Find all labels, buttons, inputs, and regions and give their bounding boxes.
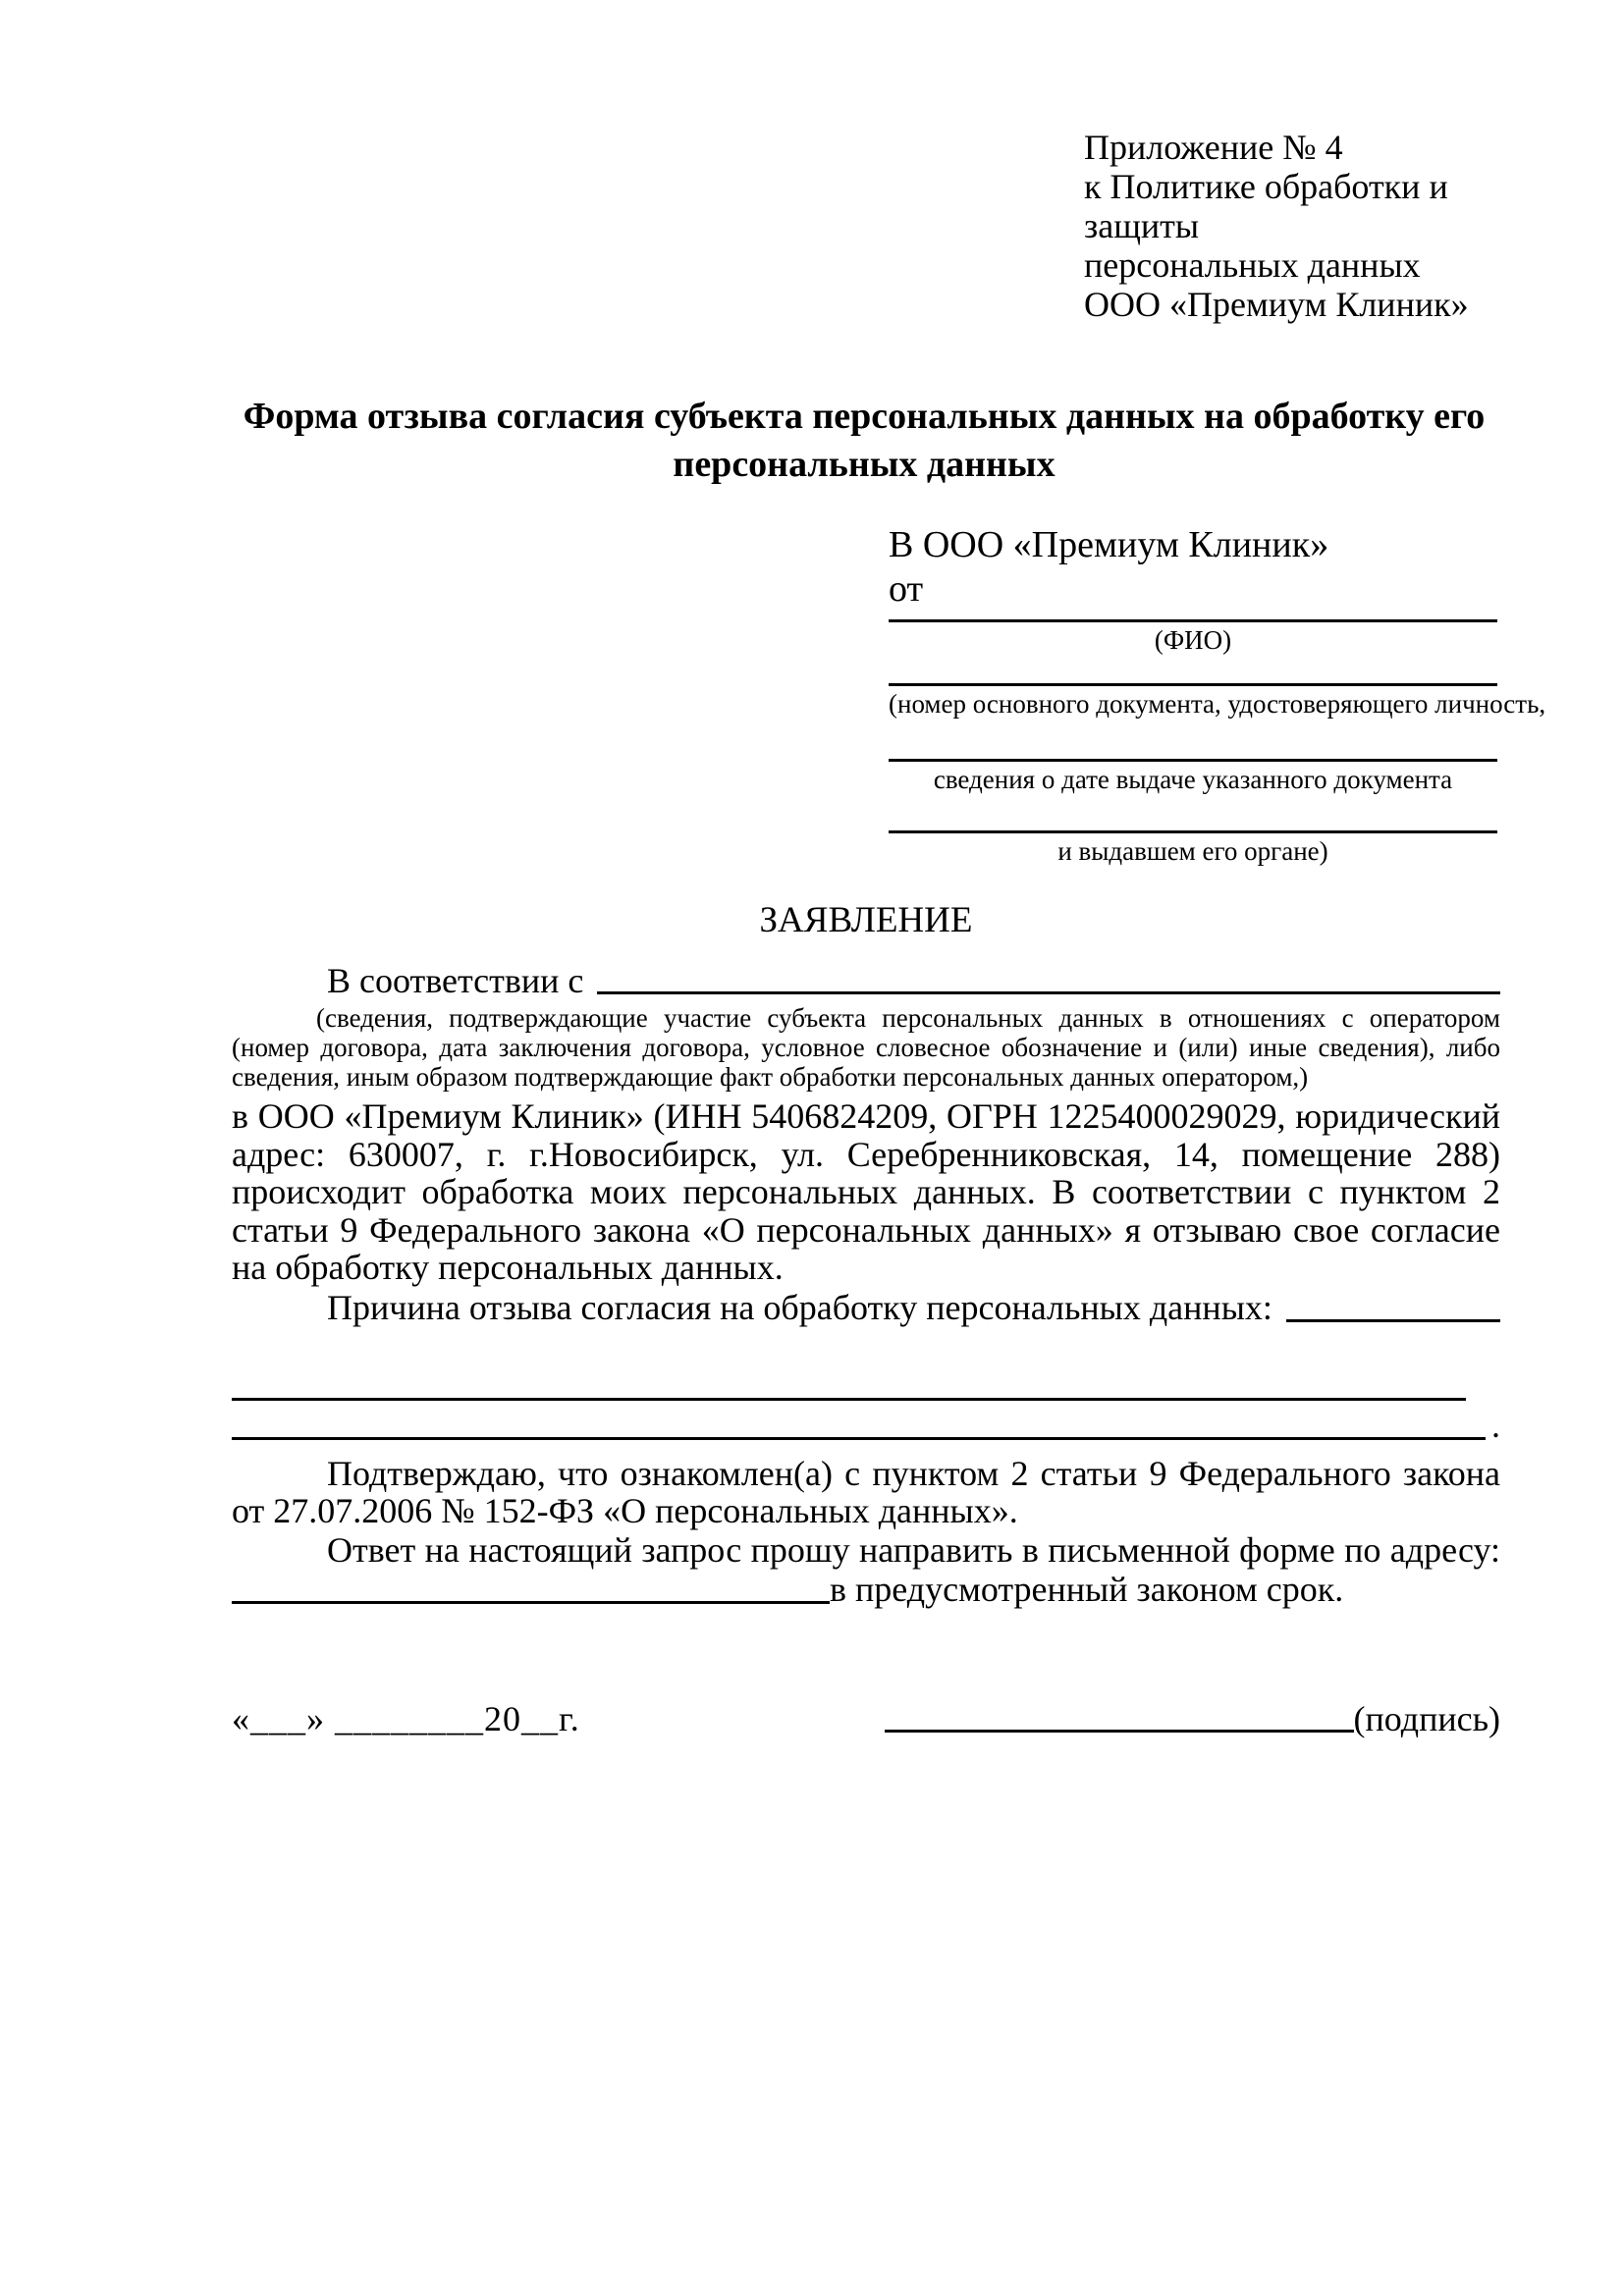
- accordance-row: [232, 956, 1500, 999]
- line-end-period: .: [1491, 1406, 1500, 1445]
- appendix-note: [1084, 128, 1555, 324]
- signature-caption: (подпись): [1353, 1698, 1500, 1738]
- appendix-line: ООО «Премиум Клиник»: [1084, 285, 1469, 324]
- reply-tail-text: в предусмотренный законом срок.: [830, 1569, 1344, 1609]
- reply-address-blank-field[interactable]: [232, 1601, 830, 1604]
- confirmation-paragraph: Подтверждаю, что ознакомлен(а) с пунктом 2 статьи 9 Федерального закона от 27.07.2006 № 152-ФЗ «О персональных данных».: [232, 1453, 1500, 1530]
- reason-line-2-row: [232, 1406, 1500, 1445]
- document-number-caption: (номер основного документа, удостоверяющего личность,: [889, 689, 1546, 719]
- reason-line-2-blank-field[interactable]: [232, 1437, 1486, 1440]
- accordance-lead: В соответствии с: [327, 960, 584, 1000]
- fio-caption: (ФИО): [1154, 625, 1232, 655]
- document-title: Форма отзыва согласия субъекта персональных данных на обработку его персональных данных: [243, 396, 1486, 485]
- appendix-line: персональных данных: [1084, 245, 1421, 285]
- reason-lead: Причина отзыва согласия на обработку персональных данных:: [327, 1288, 1272, 1327]
- document-issue-date-caption: сведения о дате выдаче указанного документа: [933, 765, 1453, 794]
- addressee-block: [889, 523, 1546, 867]
- body-paragraph: в ООО «Премиум Клиник» (ИНН 5406824209, ОГРН 1225400029029, юридический адрес: 630007, г. г.Новосибирск, ул. Серебренниковская, 14, помещение 288) происходит обработка моих персональных данных. В соответствии с пунктом 2 статьи 9 Федерального закона «О персональных данных» я отзываю свое согласие на обработку персональных данных.: [232, 1096, 1500, 1287]
- addressee-to: В ООО «Премиум Клиник»: [889, 524, 1329, 565]
- document-issuer-caption: и выдавшем его органе): [1057, 836, 1328, 866]
- statement-heading: ЗАЯВЛЕНИЕ: [759, 900, 973, 940]
- spacer-row: [232, 1327, 1500, 1366]
- statement-section: [232, 899, 1500, 1737]
- signature-blank-field[interactable]: [885, 1730, 1354, 1733]
- signature-group: [885, 1700, 1500, 1738]
- accordance-blank-field[interactable]: [597, 991, 1500, 994]
- reason-row: [232, 1288, 1500, 1327]
- reason-line-1-blank-field[interactable]: [232, 1398, 1466, 1401]
- reason-line-1-row: [232, 1366, 1466, 1406]
- footnote-text: (сведения, подтверждающие участие субъекта персональных данных в отношениях с оператором (номер договора, дата заключения договора, условное словесное обозначение и (или) иные сведения), либо сведения, иным образом подтверждающие факт обработки персональных данных оператором,): [232, 1003, 1500, 1092]
- appendix-line: Приложение № 4: [1084, 128, 1343, 167]
- appendix-line: к Политике обработки и защиты: [1084, 167, 1448, 245]
- reply-request-paragraph: Ответ на настоящий запрос прошу направить в письменной форме по адресу:: [327, 1529, 1500, 1570]
- date-fill-line[interactable]: «___» ________20__г.: [232, 1698, 580, 1738]
- date-signature-row: [232, 1692, 1500, 1737]
- reason-blank-field[interactable]: [1286, 1319, 1500, 1322]
- reply-address-row: [232, 1569, 1500, 1608]
- addressee-from-label: от: [889, 568, 924, 610]
